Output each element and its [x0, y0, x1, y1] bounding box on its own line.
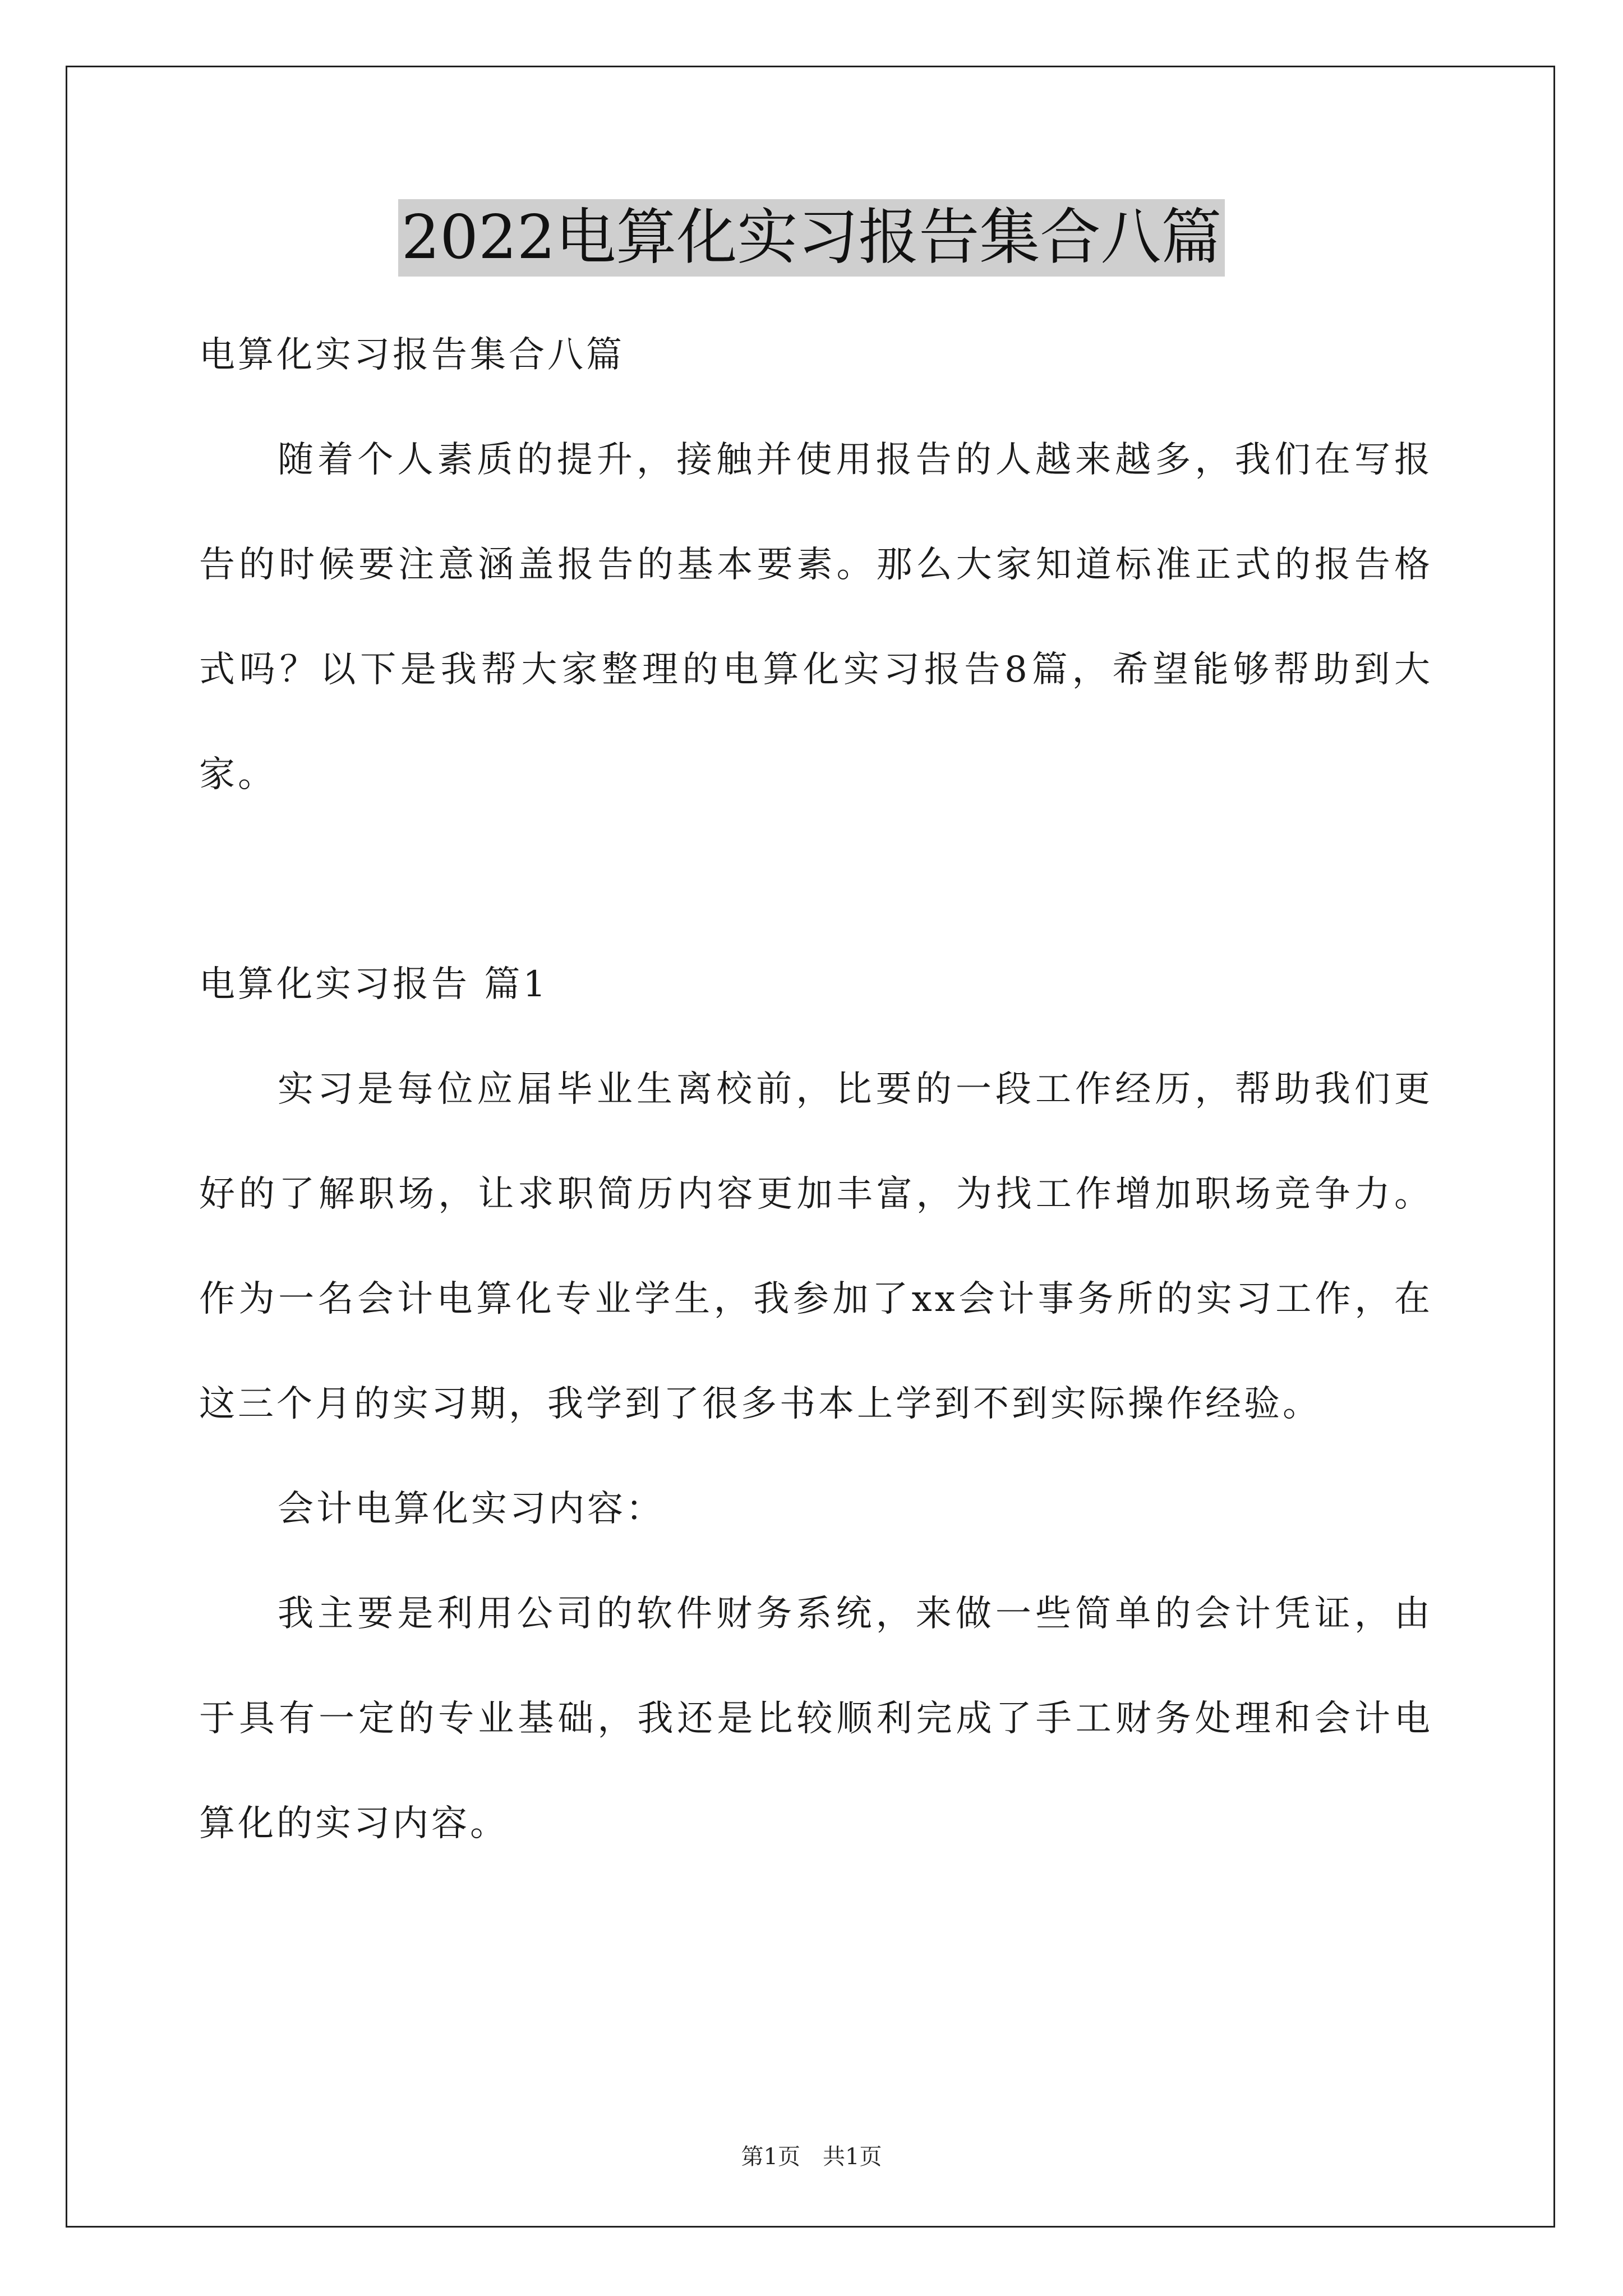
body-paragraph: 实习是每位应届毕业生离校前，比要的一段工作经历，帮助我们更好的了解职场，让求职简历内容更加丰富，为找工作增加职场竞争力。作为一名会计电算化专业学生，我参加了xx会计事务所的实习工作，在这三个月的实习期，我学到了很多书本上学到不到实际操作经验。 — [199, 1069, 1433, 1425]
section-heading: 电算化实习报告 篇1 — [199, 964, 549, 1005]
title-container — [0, 199, 1623, 277]
intro-paragraph: 随着个人素质的提升，接触并使用报告的人越来越多，我们在写报告的时候要注意涵盖报告的基本要素。那么大家知道标准正式的报告格式吗？以下是我帮大家整理的电算化实习报告8篇，希望能够帮助到大家。 — [199, 439, 1433, 795]
document-title: 2022电算化实习报告集合八篇 — [398, 199, 1225, 277]
body-paragraph: 会计电算化实习内容： — [278, 1488, 665, 1530]
document-subtitle: 电算化实习报告集合八篇 — [199, 334, 625, 376]
document-body — [199, 303, 1433, 1876]
body-paragraph: 我主要是利用公司的软件财务系统，来做一些简单的会计凭证，由于具有一定的专业基础，我还是比较顺利完成了手工财务处理和会计电算化的实习内容。 — [199, 1593, 1433, 1844]
page-footer: 第1页 共1页 — [741, 2144, 882, 2170]
paragraph-gap — [199, 827, 1433, 932]
